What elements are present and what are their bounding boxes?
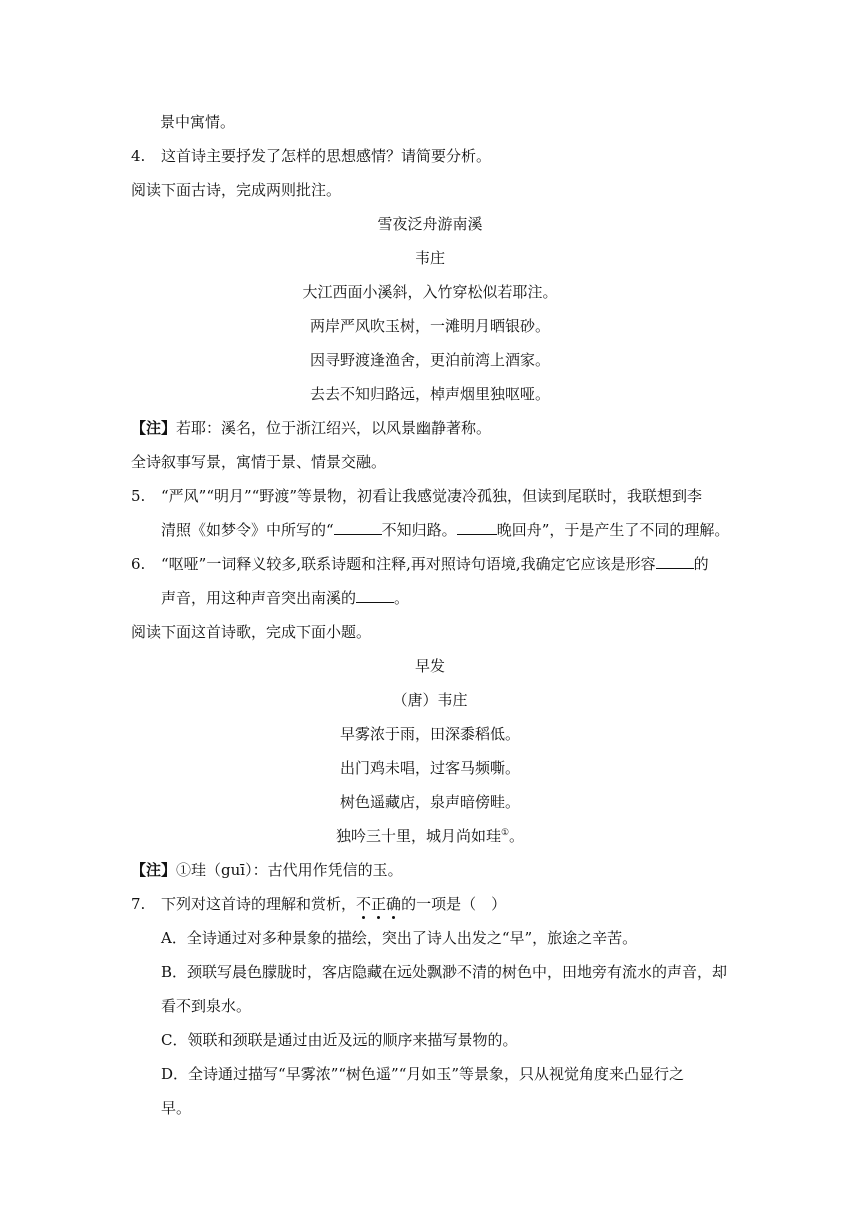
- poem-line: [0, 826, 860, 846]
- option-d-continued: 早。: [161, 1099, 192, 1117]
- text-fragment: 独吟三十里，城月尚如珪: [335, 827, 501, 845]
- emphasis-char: 不: [356, 895, 372, 913]
- note-tag: 【注】: [131, 419, 177, 437]
- poem-line: 两岸严风吹玉树，一滩明月晒银砂。: [309, 317, 550, 335]
- note-tag: 【注】: [131, 861, 177, 879]
- text-line: 景中寓情。: [160, 113, 236, 131]
- option-a: A．全诗通过对多种景象的描绘，突出了诗人出发之“早”，旅途之辛苦。: [161, 929, 638, 947]
- question-text: “严风”“明月”“野渡”等景物，初看让我感觉凄冷孤独，但读到尾联时，我联想到李: [161, 487, 703, 505]
- note-text: ①珪（guī）：古代用作凭信的玉。: [176, 861, 403, 879]
- question-number: 4.: [131, 147, 146, 165]
- text-fragment: 晚回舟”，于是产生了不同的理解。: [496, 521, 730, 539]
- footnote-marker: ①: [500, 828, 510, 838]
- reading-instruction: 阅读下面古诗，完成两则批注。: [131, 181, 342, 199]
- poem-line: 去去不知归路远，棹声烟里独呕哑。: [309, 385, 550, 403]
- annotation-note: [131, 860, 403, 880]
- option-d: D．全诗通过描写“早雾浓”“树色遥”“月如玉”等景象，只从视觉角度来凸显行之: [161, 1065, 685, 1083]
- blank-line: [334, 520, 382, 535]
- poem-line: 早雾浓于雨，田深黍稻低。: [339, 725, 520, 743]
- text-fragment: 不知归路。: [381, 521, 457, 539]
- question-text: [161, 520, 729, 540]
- text-fragment: 的: [693, 555, 709, 573]
- text-fragment: 下列对这首诗的理解和赏析，: [161, 895, 357, 913]
- emphasis-char: 确: [386, 895, 402, 913]
- poem-author: （唐）韦庄: [392, 691, 468, 709]
- commentary-text: 全诗叙事写景，寓情于景、情景交融。: [131, 453, 387, 471]
- note-text: 若耶：溪名，位于浙江绍兴，以风景幽静著称。: [176, 419, 492, 437]
- blank-line: [457, 520, 497, 535]
- option-b-continued: 看不到泉水。: [161, 997, 252, 1015]
- option-b: B．颈联写晨色朦胧时，客店隐藏在远处飘渺不清的树色中，田地旁有流水的声音，却: [161, 963, 728, 981]
- poem-line: 树色遥藏店，泉声暗傍畦。: [339, 793, 520, 811]
- reading-instruction: 阅读下面这首诗歌，完成下面小题。: [131, 623, 372, 641]
- poem-title: 雪夜泛舟游南溪: [377, 215, 483, 233]
- blank-line: [656, 554, 694, 569]
- question-number: 7.: [131, 895, 146, 913]
- question-text: [161, 588, 409, 608]
- poem-line: 因寻野渡逢渔舍，更泊前湾上酒家。: [309, 351, 550, 369]
- emphasis-char: 正: [371, 895, 387, 913]
- text-fragment: 。: [394, 589, 410, 607]
- poem-line: 大江西面小溪斜，入竹穿松似若耶注。: [302, 283, 558, 301]
- text-fragment: “呕哑”一词释义较多,联系诗题和注释,再对照诗句语境,我确定它应该是形容: [161, 555, 656, 573]
- blank-line: [356, 588, 394, 603]
- poem-author: 韦庄: [414, 249, 445, 267]
- text-fragment: 声音，用这种声音突出南溪的: [161, 589, 357, 607]
- text-fragment: 清照《如梦令》中所写的“: [161, 521, 334, 539]
- question-text: 这首诗主要抒发了怎样的思想感情？请简要分析。: [161, 147, 492, 165]
- poem-title: 早发: [414, 657, 445, 675]
- poem-line: 出门鸡未唱，过客马频嘶。: [339, 759, 520, 777]
- annotation-note: [131, 418, 491, 438]
- text-fragment: 的一项是（ ）: [401, 895, 507, 913]
- text-fragment: 。: [509, 827, 525, 845]
- question-text: [161, 554, 709, 574]
- question-number: 5.: [131, 487, 146, 505]
- question-text: [161, 894, 506, 914]
- question-number: 6.: [131, 555, 146, 573]
- option-c: C．领联和颈联是通过由近及远的顺序来描写景物的。: [161, 1031, 518, 1049]
